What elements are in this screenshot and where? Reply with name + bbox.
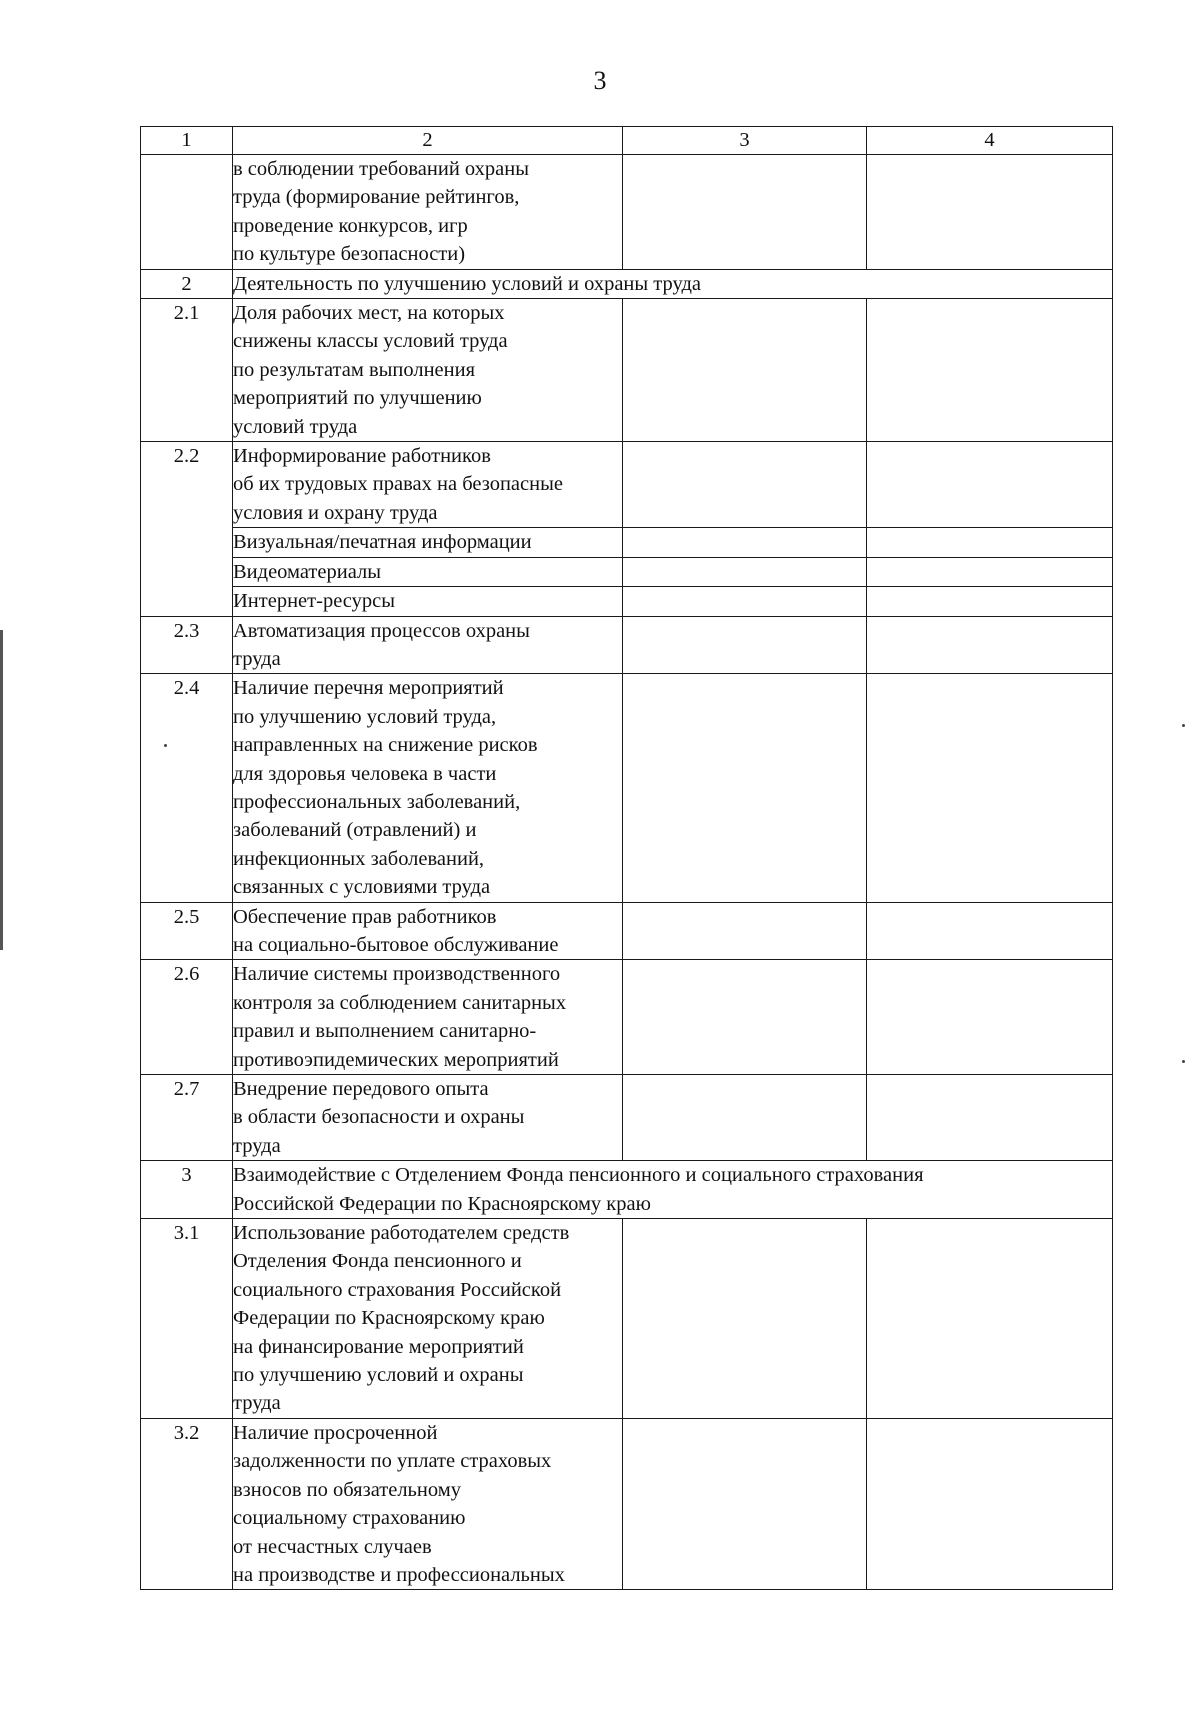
row-text: Автоматизация процессов охраны труда	[233, 616, 623, 674]
table-row	[141, 1418, 1113, 1589]
column-header-1: 1	[141, 127, 233, 155]
section-title: Взаимодействие с Отделением Фонда пенсионного и социального страхования Российской Федерации по Красноярскому краю	[233, 1161, 1113, 1219]
table-row	[141, 528, 1113, 557]
indicators-table	[140, 126, 1113, 1590]
value-cell	[623, 1418, 867, 1589]
value-cell	[867, 1075, 1113, 1161]
value-cell	[623, 155, 867, 270]
row-text: Видеоматериалы	[233, 557, 623, 586]
scan-speck	[1182, 1060, 1185, 1063]
value-cell	[623, 442, 867, 528]
value-cell	[623, 528, 867, 557]
row-text: Использование работодателем средств Отделения Фонда пенсионного и социального страхования Российской Федерации по Красноярскому краю на финансирование мероприятий по улучшению условий и охраны труда	[233, 1219, 623, 1419]
row-number: 2.2	[141, 442, 233, 616]
table-row	[141, 442, 1113, 528]
scan-speck	[1182, 724, 1185, 727]
row-text: Обеспечение прав работников на социально-бытовое обслуживание	[233, 902, 623, 960]
row-text: Информирование работников об их трудовых правах на безопасные условия и охрану труда	[233, 442, 623, 528]
table-row	[141, 960, 1113, 1075]
table-row	[141, 299, 1113, 442]
section-row	[141, 269, 1113, 298]
value-cell	[867, 616, 1113, 674]
table-row	[141, 902, 1113, 960]
table-row	[141, 616, 1113, 674]
value-cell	[623, 1075, 867, 1161]
row-number: 2	[141, 269, 233, 298]
row-number: 3	[141, 1161, 233, 1219]
header-row	[141, 127, 1113, 155]
column-header-2: 2	[233, 127, 623, 155]
row-number: 2.7	[141, 1075, 233, 1161]
value-cell	[867, 1418, 1113, 1589]
table-row	[141, 1075, 1113, 1161]
row-number: 2.5	[141, 902, 233, 960]
table-row	[141, 674, 1113, 902]
scan-edge-mark	[0, 630, 3, 950]
row-text: Визуальная/печатная информации	[233, 528, 623, 557]
page-number: 3	[593, 66, 607, 95]
row-text: Наличие просроченной задолженности по уплате страховых взносов по обязательному социальному страхованию от несчастных случаев на производстве и профессиональных	[233, 1418, 623, 1589]
table-row	[141, 557, 1113, 586]
section-row	[141, 1161, 1113, 1219]
row-text: Внедрение передового опыта в области безопасности и охраны труда	[233, 1075, 623, 1161]
value-cell	[623, 587, 867, 616]
row-text: в соблюдении требований охраны труда (формирование рейтингов, проведение конкурсов, игр по культуре безопасности)	[233, 155, 623, 270]
row-number: 2.1	[141, 299, 233, 442]
value-cell	[623, 299, 867, 442]
row-number: 2.3	[141, 616, 233, 674]
value-cell	[623, 616, 867, 674]
table-row	[141, 587, 1113, 616]
value-cell	[623, 960, 867, 1075]
value-cell	[867, 528, 1113, 557]
column-header-3: 3	[623, 127, 867, 155]
value-cell	[867, 587, 1113, 616]
row-number: 3.2	[141, 1418, 233, 1589]
value-cell	[867, 155, 1113, 270]
value-cell	[867, 960, 1113, 1075]
row-number: 2.4	[141, 674, 233, 902]
row-number: 3.1	[141, 1219, 233, 1419]
row-text: Интернет-ресурсы	[233, 587, 623, 616]
value-cell	[867, 557, 1113, 586]
value-cell	[867, 299, 1113, 442]
row-number: 2.6	[141, 960, 233, 1075]
value-cell	[623, 902, 867, 960]
table-row	[141, 1219, 1113, 1419]
row-text: Наличие системы производственного контроля за соблюдением санитарных правил и выполнением санитарно- противоэпидемических мероприятий	[233, 960, 623, 1075]
row-text: Доля рабочих мест, на которых снижены классы условий труда по результатам выполнения мероприятий по улучшению условий труда	[233, 299, 623, 442]
value-cell	[623, 674, 867, 902]
value-cell	[867, 674, 1113, 902]
value-cell	[867, 902, 1113, 960]
column-header-4: 4	[867, 127, 1113, 155]
row-text: Наличие перечня мероприятий по улучшению условий труда, направленных на снижение рисков для здоровья человека в части профессиональных заболеваний, заболеваний (отравлений) и инфекционных заболеваний, связанных с условиями труда	[233, 674, 623, 902]
row-number	[141, 155, 233, 270]
value-cell	[623, 557, 867, 586]
value-cell	[867, 1219, 1113, 1419]
value-cell	[867, 442, 1113, 528]
value-cell	[623, 1219, 867, 1419]
table-row	[141, 155, 1113, 270]
section-title: Деятельность по улучшению условий и охраны труда	[233, 269, 1113, 298]
